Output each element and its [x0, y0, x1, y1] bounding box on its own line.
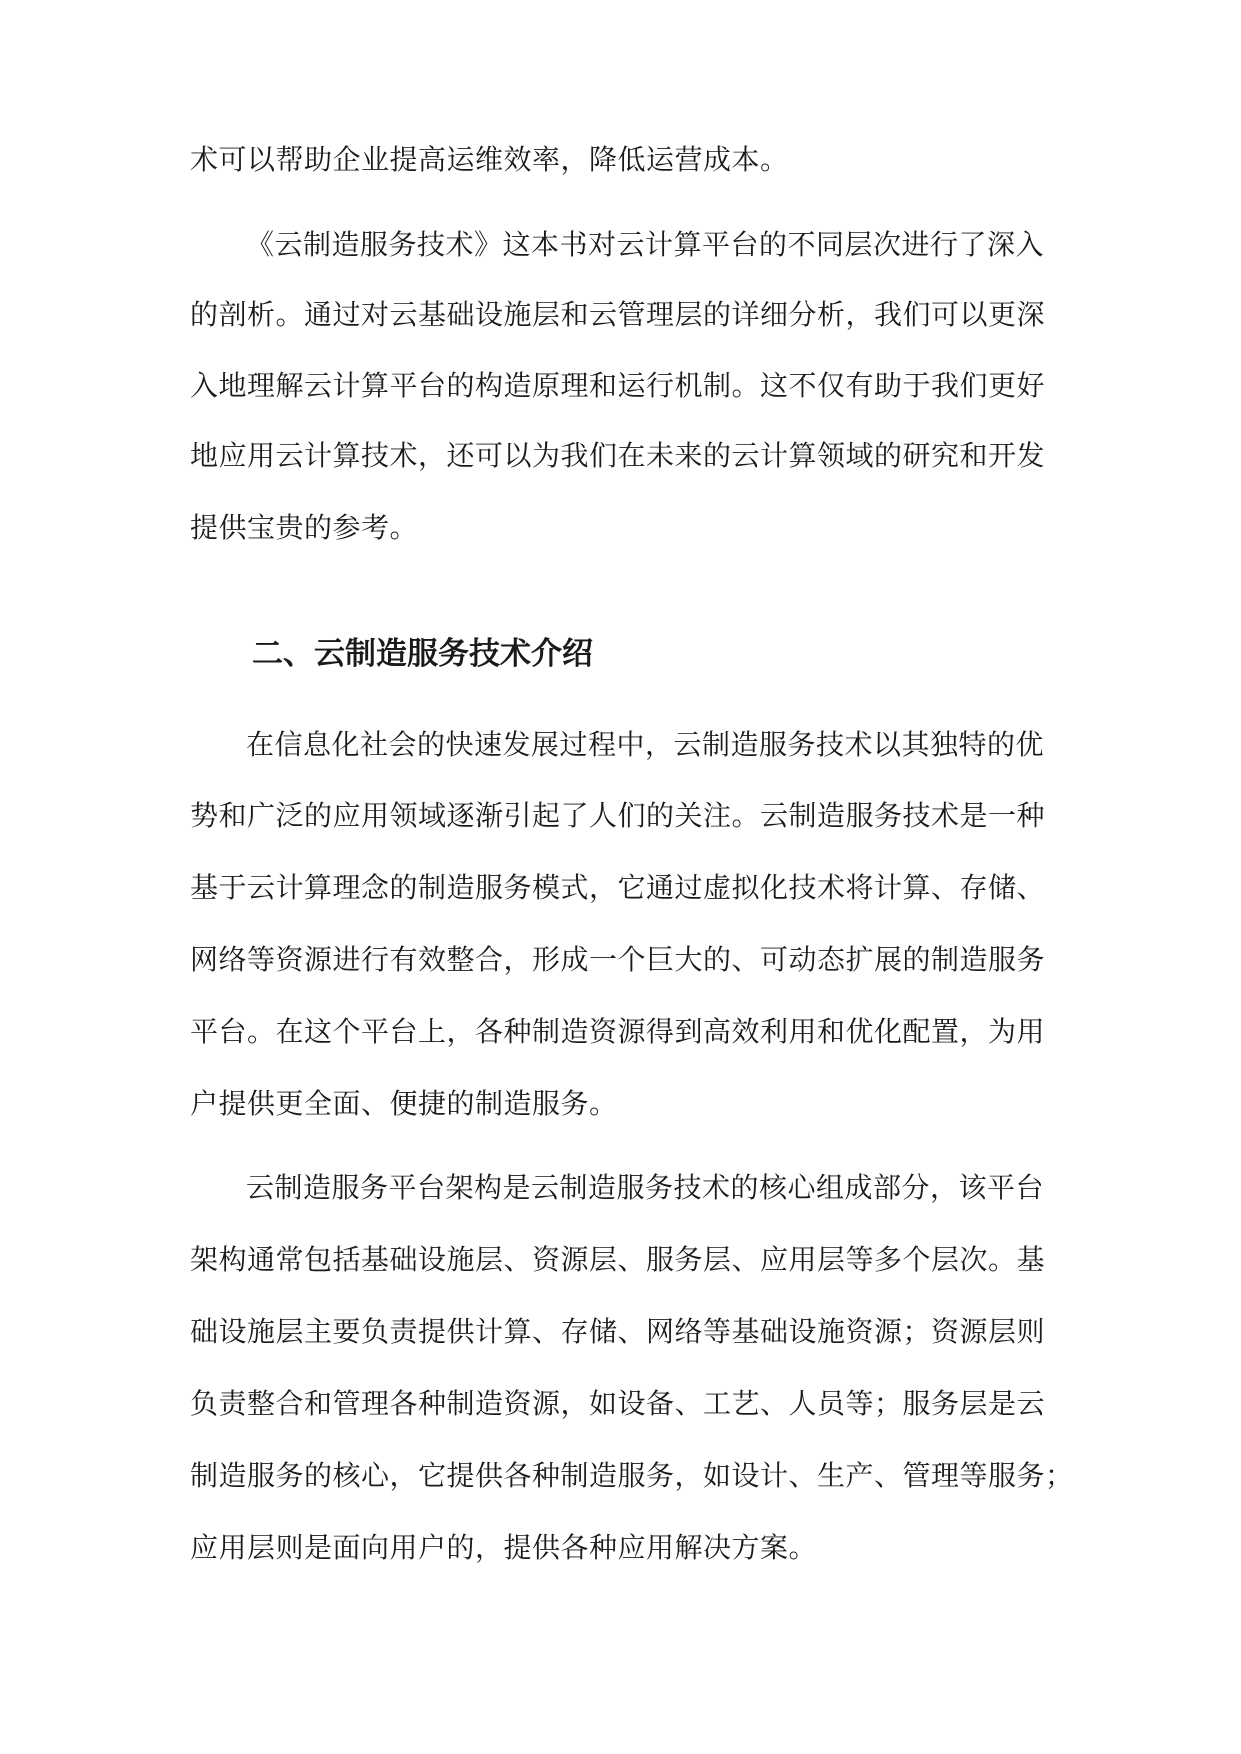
- paragraph-4-line-1: 云制造服务平台架构是云制造服务技术的核心组成部分，该平台: [246, 1171, 1045, 1204]
- paragraph-2-line-4: 地应用云计算技术，还可以为我们在未来的云计算领域的研究和开发: [190, 439, 1046, 472]
- paragraph-4-line-4: 负责整合和管理各种制造资源，如设备、工艺、人员等；服务层是云: [190, 1387, 1046, 1420]
- paragraph-2-line-5: 提供宝贵的参考。: [190, 511, 419, 544]
- section-heading: 二、云制造服务技术介绍: [252, 636, 593, 672]
- paragraph-3-line-6: 户提供更全面、便捷的制造服务。: [190, 1087, 618, 1120]
- paragraph-2-line-1: 《云制造服务技术》这本书对云计算平台的不同层次进行了深入: [246, 228, 1045, 261]
- paragraph-3-line-4: 网络等资源进行有效整合，形成一个巨大的、可动态扩展的制造服务: [190, 943, 1046, 976]
- paragraph-2-line-2: 的剖析。通过对云基础设施层和云管理层的详细分析，我们可以更深: [190, 298, 1046, 331]
- paragraph-3-line-3: 基于云计算理念的制造服务模式，它通过虚拟化技术将计算、存储、: [190, 871, 1046, 904]
- paragraph-1-line-1: 术可以帮助企业提高运维效率，降低运营成本。: [190, 143, 789, 176]
- paragraph-4-line-3: 础设施层主要负责提供计算、存储、网络等基础设施资源；资源层则: [190, 1315, 1046, 1348]
- paragraph-2-line-3: 入地理解云计算平台的构造原理和运行机制。这不仅有助于我们更好: [190, 369, 1046, 402]
- paragraph-4-line-2: 架构通常包括基础设施层、资源层、服务层、应用层等多个层次。基: [190, 1243, 1046, 1276]
- paragraph-4-line-6: 应用层则是面向用户的，提供各种应用解决方案。: [190, 1531, 818, 1564]
- paragraph-3-line-2: 势和广泛的应用领域逐渐引起了人们的关注。云制造服务技术是一种: [190, 799, 1046, 832]
- paragraph-4-line-5: 制造服务的核心，它提供各种制造服务，如设计、生产、管理等服务；: [190, 1459, 1074, 1492]
- paragraph-3-line-5: 平台。在这个平台上，各种制造资源得到高效利用和优化配置，为用: [190, 1015, 1046, 1048]
- paragraph-3-line-1: 在信息化社会的快速发展过程中，云制造服务技术以其独特的优: [246, 728, 1045, 761]
